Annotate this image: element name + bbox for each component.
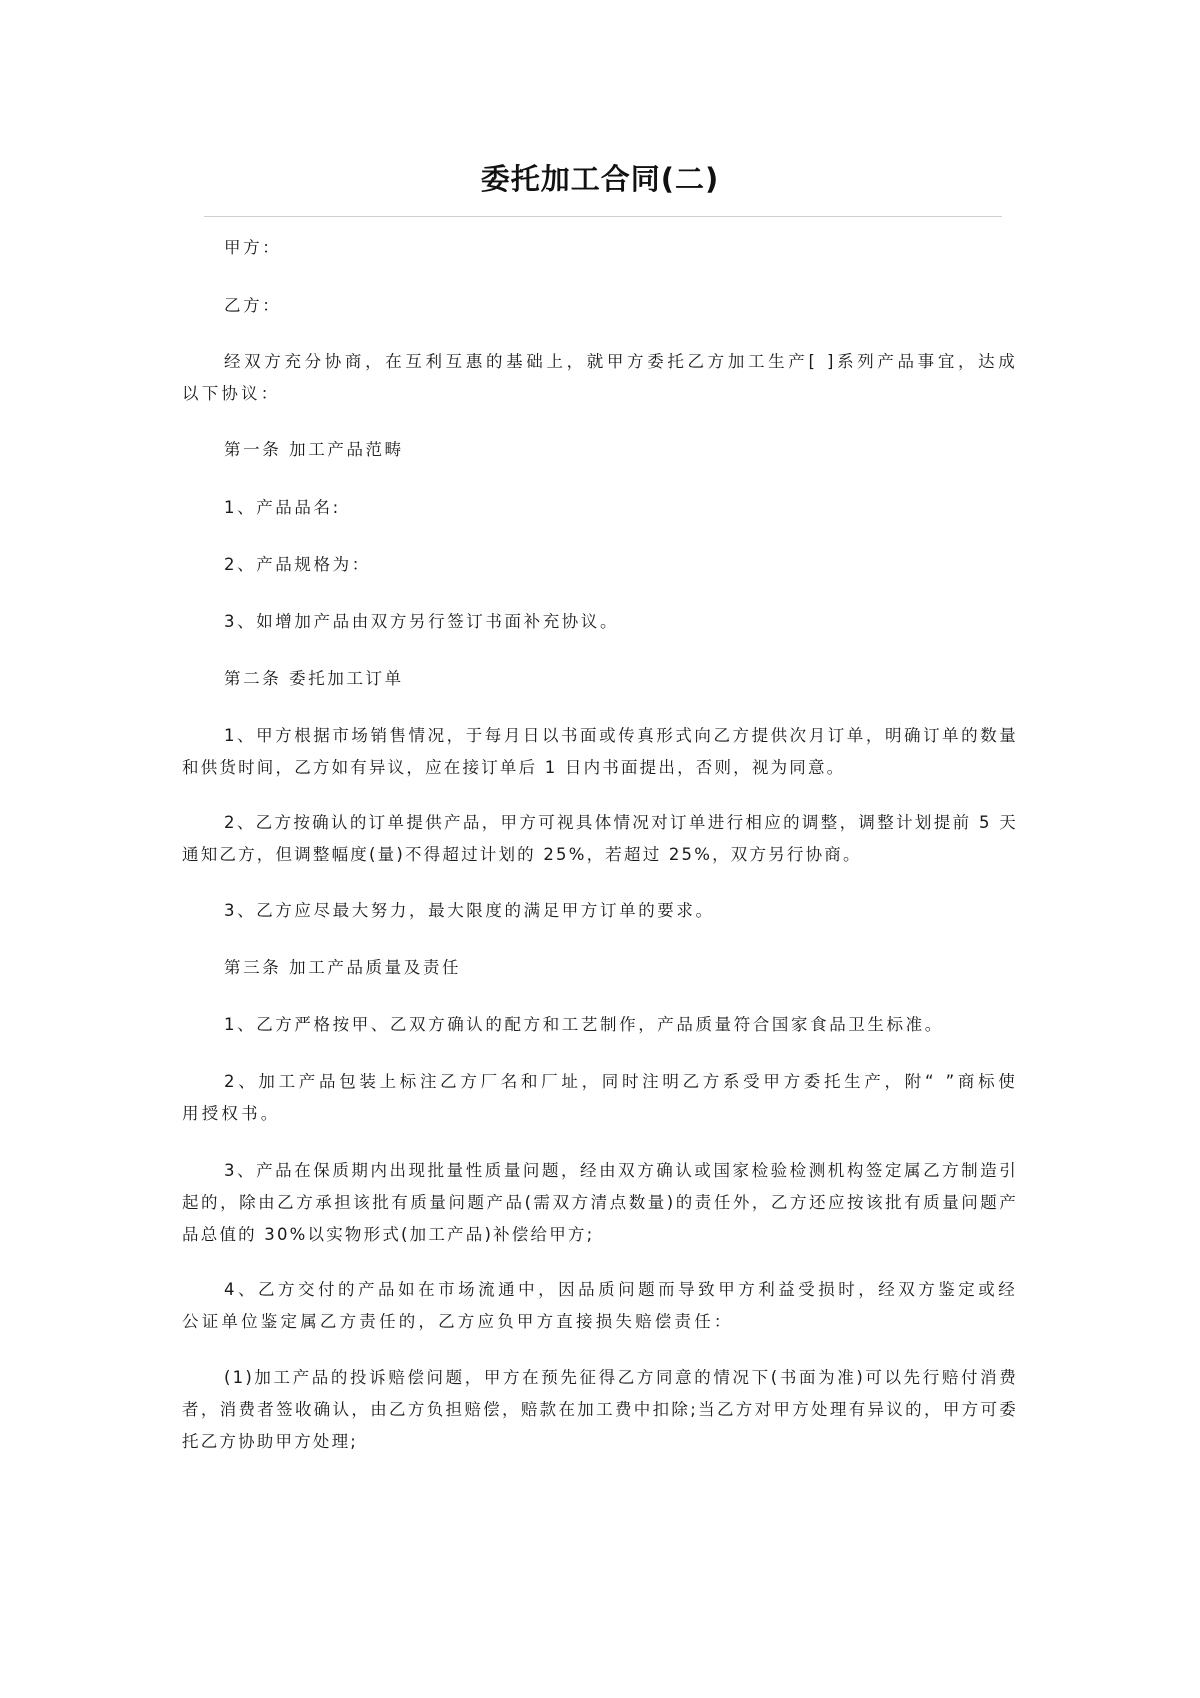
party-a-line: 甲方： xyxy=(224,238,282,257)
article-3-item-2: 2、加工产品包装上标注乙方厂名和厂址，同时注明乙方系受甲方委托生产，附“ ”商标使用授权书。 xyxy=(182,1072,1018,1123)
party-b-line: 乙方： xyxy=(224,296,282,315)
article-2-item-2: 2、乙方按确认的订单提供产品，甲方可视具体情况对订单进行相应的调整，调整计划提前 5 天通知乙方，但调整幅度(量)不得超过计划的 25%，若超过 25%，双方另行协商。 xyxy=(182,813,1018,864)
article-2-item-3: 3、乙方应尽最大努力，最大限度的满足甲方订单的要求。 xyxy=(224,901,715,920)
article-3-item-4: 4、乙方交付的产品如在市场流通中，因品质问题而导致甲方利益受损时，经双方鉴定或经公证单位鉴定属乙方责任的，乙方应负甲方直接损失赔偿责任： xyxy=(182,1280,1018,1331)
article-3-heading: 第三条 加工产品质量及责任 xyxy=(224,958,462,977)
article-1-item-1: 1、产品品名: xyxy=(224,498,341,517)
article-2-heading: 第二条 委托加工订单 xyxy=(224,669,404,688)
article-3-item-1: 1、乙方严格按甲、乙双方确认的配方和工艺制作，产品质量符合国家食品卫生标准。 xyxy=(224,1015,944,1034)
article-1-heading: 第一条 加工产品范畴 xyxy=(224,440,404,459)
title-divider xyxy=(204,216,1002,217)
article-1-item-3: 3、如增加产品由双方另行签订书面补充协议。 xyxy=(224,612,620,631)
preamble-paragraph: 经双方充分协商，在互利互惠的基础上，就甲方委托乙方加工生产[ ]系列产品事宜，达成以下协议： xyxy=(182,352,1018,403)
article-3-item-4-sub-1: (1)加工产品的投诉赔偿问题，甲方在预先征得乙方同意的情况下(书面为准)可以先行赔付消费者，消费者签收确认，由乙方负担赔偿，赔款在加工费中扣除;当乙方对甲方处理有异议的，甲方可委托乙方协助甲方处理; xyxy=(182,1368,1018,1451)
article-2-item-1: 1、甲方根据市场销售情况，于每月日以书面或传真形式向乙方提供次月订单，明确订单的数量和供货时间，乙方如有异议，应在接订单后 1 日内书面提出，否则，视为同意。 xyxy=(182,726,1018,777)
article-1-item-2: 2、产品规格为： xyxy=(224,555,371,574)
document-title: 委托加工合同(二) xyxy=(480,162,720,196)
article-3-item-3: 3、产品在保质期内出现批量性质量问题，经由双方确认或国家检验检测机构签定属乙方制造引起的，除由乙方承担该批有质量问题产品(需双方清点数量)的责任外，乙方还应按该批有质量问题产品总值的 30%以实物形式(加工产品)补偿给甲方; xyxy=(182,1161,1018,1244)
